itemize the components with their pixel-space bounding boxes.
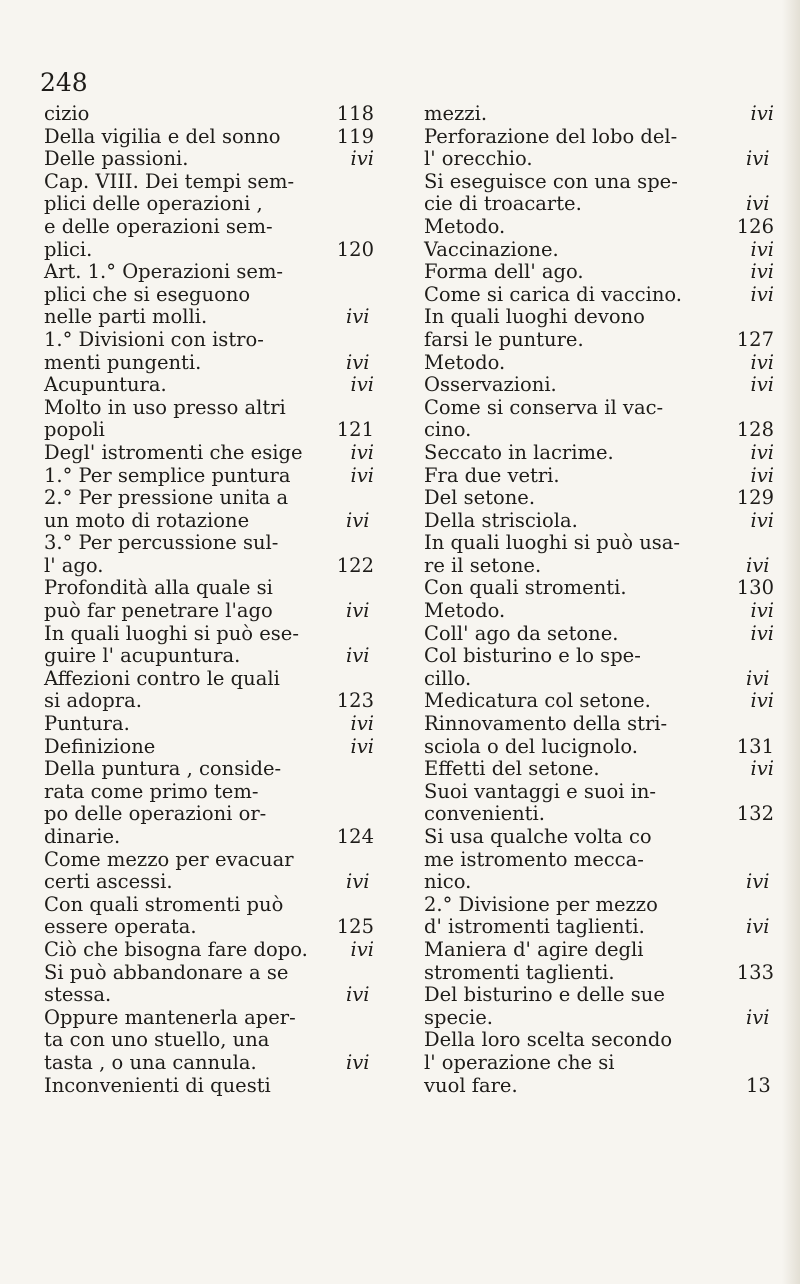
index-entry-line: cillo. xyxy=(424,666,472,690)
index-entry-line: Forma dell' ago. xyxy=(424,260,584,284)
index-entry-line: Col bisturino e lo spe- xyxy=(424,644,641,668)
index-entry xyxy=(424,510,774,533)
index-entry: 2.° Per pressione unita a un moto di rotazione ivi xyxy=(44,487,374,532)
index-entry xyxy=(424,577,774,600)
index-entry xyxy=(424,352,774,375)
page-reference: ivi xyxy=(750,689,774,713)
page-reference: 127 xyxy=(736,327,774,351)
page-reference: ivi xyxy=(750,621,774,645)
index-entry-line: può far penetrare l'ago xyxy=(44,599,273,623)
index-entry-line: Della loro scelta secondo xyxy=(424,1028,673,1052)
page-reference: 126 xyxy=(736,214,774,238)
index-entry-line: nelle parti molli. xyxy=(44,305,208,329)
index-entry xyxy=(44,532,374,577)
index-entry-line: Maniera d' agire degli xyxy=(424,937,644,961)
index-entry xyxy=(44,736,374,759)
index-entry xyxy=(424,374,774,397)
index-entry-line: l' operazione che si xyxy=(424,1050,615,1074)
index-entry-line: cino. xyxy=(424,418,472,442)
index-entry-line: Delle passioni. xyxy=(44,147,189,171)
index-entry-line: guire l' acupuntura. xyxy=(44,644,241,668)
page-reference: 129 xyxy=(736,486,774,510)
index-entry-line: Inconvenienti di questi xyxy=(44,1073,271,1097)
index-entry xyxy=(44,171,374,261)
index-entry: Della loro scelta secondo l' operazione che si vuol fare. 13 xyxy=(424,1029,774,1097)
index-entry-line: me istromento mecca- xyxy=(424,847,644,871)
index-entry-line: si adopra. xyxy=(44,689,142,713)
index-entry: Col bisturino e lo spe- cillo. ivi xyxy=(424,645,774,690)
index-entry-line: Effetti del setone. xyxy=(424,757,600,781)
index-entry-line: convenienti. xyxy=(424,802,545,826)
index-entry-line: Come si conserva il vac- xyxy=(424,395,664,419)
index-entry-line: cizio xyxy=(44,102,90,125)
index-entry-line: farsi le punture. xyxy=(424,327,584,351)
index-entry xyxy=(44,713,374,736)
index-entry-line: l' orecchio. xyxy=(424,147,533,171)
index-entry: Oppure mantenerla aper- ta con uno stuello, una tasta , o una cannula. ivi xyxy=(44,1007,374,1075)
index-entry-line: Medicatura col setone. xyxy=(424,689,651,713)
index-entry-line: Ciò che bisogna fare dopo. xyxy=(44,937,308,961)
index-entry: In quali luoghi si può usa- re il setone. ivi xyxy=(424,532,774,577)
index-entry xyxy=(44,103,374,126)
index-entry-line: l' ago. xyxy=(44,553,104,577)
index-entry: Si eseguisce con una spe- cie di troacarte. ivi xyxy=(424,171,774,216)
index-entry xyxy=(44,1075,374,1098)
page-reference: 125 xyxy=(336,915,374,939)
index-entry xyxy=(424,781,774,826)
index-entry-line: Con quali stromenti. xyxy=(424,576,627,600)
index-entry xyxy=(424,465,774,488)
page-reference: 132 xyxy=(736,802,774,826)
index-entry-line: Oppure mantenerla aper- xyxy=(44,1005,296,1029)
page-reference: ivi xyxy=(350,734,374,758)
index-entry xyxy=(44,758,374,848)
index-entry-line: d' istromenti taglienti. xyxy=(424,915,645,939)
index-entry-line: nico. xyxy=(424,870,472,894)
index-entry-line: Degl' istromenti che esige xyxy=(44,440,303,464)
index-entry xyxy=(44,397,374,442)
index-entry-line: Si può abbandonare a se xyxy=(44,960,289,984)
page-reference: 133 xyxy=(736,960,774,984)
index-entry xyxy=(424,397,774,442)
index-entry: Si può abbandonare a se stessa. ivi xyxy=(44,962,374,1007)
index-entry-line: re il setone. xyxy=(424,553,542,577)
page-reference: ivi xyxy=(750,440,774,464)
page-reference: ivi xyxy=(750,350,774,374)
page-reference: ivi xyxy=(350,373,374,397)
index-entry xyxy=(44,894,374,939)
index-entry-line: Perforazione del lobo del- xyxy=(424,124,678,148)
index-entry-line: Rinnovamento della stri- xyxy=(424,712,668,736)
index-entry-line: popoli xyxy=(44,418,105,442)
index-entry xyxy=(424,758,774,781)
index-entry-line: 1.° Divisioni con istro- xyxy=(44,327,264,351)
index-entry xyxy=(424,487,774,510)
page-reference: 121 xyxy=(336,418,374,442)
index-entry-line: essere operata. xyxy=(44,915,197,939)
index-entry-line: Come mezzo per evacuar xyxy=(44,847,294,871)
index-entry-line: Cap. VIII. Dei tempi sem- xyxy=(44,169,295,193)
page-reference: 122 xyxy=(336,553,374,577)
index-entry xyxy=(424,284,774,307)
index-entry: 1.° Divisioni con istro- menti pungenti. ivi xyxy=(44,329,374,374)
index-entry xyxy=(44,465,374,488)
index-entry xyxy=(424,690,774,713)
index-entry-line: mezzi. xyxy=(424,102,488,125)
index-column-left xyxy=(44,103,374,1097)
index-entry: In quali luoghi si può ese- guire l' acupuntura. ivi xyxy=(44,623,374,668)
index-entry-line: In quali luoghi si può ese- xyxy=(44,621,299,645)
index-entry-line: Suoi vantaggi e suoi in- xyxy=(424,779,657,803)
index-entry-line: menti pungenti. xyxy=(44,350,202,374)
page-reference: 119 xyxy=(336,124,374,148)
index-entry: Art. 1.° Operazioni sem- plici che si eseguono nelle parti molli. ivi xyxy=(44,261,374,329)
index-entry-line: tasta , o una cannula. xyxy=(44,1050,257,1074)
index-entry-line: certi ascessi. xyxy=(44,870,173,894)
index-entry-line: Osservazioni. xyxy=(424,373,557,397)
index-entry-line: Della vigilia e del sonno xyxy=(44,124,281,148)
index-entry-line: Art. 1.° Operazioni sem- xyxy=(44,260,284,284)
page-reference: ivi xyxy=(350,463,374,487)
index-entry: Si usa qualche volta co me istromento mecca- nico. ivi xyxy=(424,826,774,894)
page-reference: 120 xyxy=(336,237,374,261)
page-reference: 118 xyxy=(336,102,374,125)
index-entry-line: Si usa qualche volta co xyxy=(424,825,652,848)
index-entry xyxy=(424,600,774,623)
index-entry-line: stessa. xyxy=(44,983,112,1007)
index-entry-line: Del bisturino e delle sue xyxy=(424,983,665,1007)
index-entry xyxy=(424,623,774,646)
page-reference: ivi xyxy=(750,463,774,487)
index-entry-line: sciola o del lucignolo. xyxy=(424,734,638,758)
index-entry-line: e delle operazioni sem- xyxy=(44,214,273,238)
index-column-right xyxy=(424,103,774,1097)
page-reference: 123 xyxy=(336,689,374,713)
index-entry-line: un moto di rotazione xyxy=(44,508,250,532)
index-entry xyxy=(424,261,774,284)
index-entry-line: cie di troacarte. xyxy=(424,192,582,216)
index-entry-line: specie. xyxy=(424,1005,493,1029)
index-entry xyxy=(424,216,774,239)
page-reference: ivi xyxy=(750,237,774,261)
page-reference: 130 xyxy=(736,576,774,600)
page-reference: ivi xyxy=(350,712,374,736)
page-reference: ivi xyxy=(750,102,774,125)
index-entry-line: ta con uno stuello, una xyxy=(44,1028,270,1052)
index-entry: Perforazione del lobo del- l' orecchio. ivi xyxy=(424,126,774,171)
index-entry xyxy=(44,148,374,171)
index-entry xyxy=(44,668,374,713)
index-entry-line: dinarie. xyxy=(44,825,121,848)
page-edge-shadow xyxy=(782,0,800,1284)
page-reference: ivi xyxy=(750,757,774,781)
index-entry-line: Definizione xyxy=(44,734,156,758)
index-entry-line: plici delle operazioni , xyxy=(44,192,263,216)
index-entry-line: plici che si eseguono xyxy=(44,282,251,306)
index-entry-line: Molto in uso presso altri xyxy=(44,395,286,419)
index-entry-line: Metodo. xyxy=(424,214,506,238)
index-entry-line: 1.° Per semplice puntura xyxy=(44,463,291,487)
index-entry-line: stromenti taglienti. xyxy=(424,960,615,984)
index-entry xyxy=(424,103,774,126)
index-entry-line: 2.° Divisione per mezzo xyxy=(424,892,658,916)
index-entry: 2.° Divisione per mezzo d' istromenti taglienti. ivi xyxy=(424,894,774,939)
page-reference: 131 xyxy=(736,734,774,758)
index-entry-line: vuol fare. xyxy=(424,1073,518,1097)
index-entry-line: Vaccinazione. xyxy=(424,237,559,261)
index-entry xyxy=(424,306,774,351)
index-entry-line: Acupuntura. xyxy=(44,373,167,397)
index-entry-line: po delle operazioni or- xyxy=(44,802,267,826)
index-entry-line: In quali luoghi devono xyxy=(424,305,645,329)
index-entry: Profondità alla quale si può far penetrare l'ago ivi xyxy=(44,577,374,622)
index-entry xyxy=(424,239,774,262)
index-entry xyxy=(424,442,774,465)
index-entry-line: Fra due vetri. xyxy=(424,463,560,487)
index-entry-line: rata come primo tem- xyxy=(44,779,259,803)
index-entry-line: Con quali stromenti può xyxy=(44,892,284,916)
index-entry-line: Coll' ago da setone. xyxy=(424,621,619,645)
page-reference: ivi xyxy=(750,373,774,397)
index-entry xyxy=(44,126,374,149)
page-reference: 124 xyxy=(336,825,374,848)
index-entry-line: Metodo. xyxy=(424,599,506,623)
index-entry-line: In quali luoghi si può usa- xyxy=(424,531,681,555)
index-entry-line: plici. xyxy=(44,237,93,261)
index-entry-line: Metodo. xyxy=(424,350,506,374)
index-entry xyxy=(424,939,774,984)
index-entry-line: Come si carica di vaccino. xyxy=(424,282,682,306)
index-entry xyxy=(424,713,774,758)
index-entry-line: 2.° Per pressione unita a xyxy=(44,486,289,510)
index-entry-line: Seccato in lacrime. xyxy=(424,440,614,464)
page-reference: ivi xyxy=(350,440,374,464)
index-entry-line: Profondità alla quale si xyxy=(44,576,273,600)
index-entry: Come mezzo per evacuar certi ascessi. ivi xyxy=(44,849,374,894)
page-reference: ivi xyxy=(750,282,774,306)
index-entry-line: 3.° Per percussione sul- xyxy=(44,531,279,555)
page-reference: ivi xyxy=(350,147,374,171)
index-entry xyxy=(44,374,374,397)
page-reference: 128 xyxy=(736,418,774,442)
page-reference: ivi xyxy=(350,937,374,961)
page-reference: ivi xyxy=(750,599,774,623)
page-reference: ivi xyxy=(750,508,774,532)
index-entry xyxy=(44,939,374,962)
page-reference: ivi xyxy=(750,260,774,284)
index-entry-line: Della strisciola. xyxy=(424,508,578,532)
page-number: 248 xyxy=(40,68,88,97)
index-entry-line: Affezioni contro le quali xyxy=(44,666,280,690)
index-entry-line: Della puntura , conside- xyxy=(44,757,282,781)
index-entry: Del bisturino e delle sue specie. ivi xyxy=(424,984,774,1029)
index-entry-line: Puntura. xyxy=(44,712,130,736)
index-entry-line: Si eseguisce con una spe- xyxy=(424,169,678,193)
index-entry-line: Del setone. xyxy=(424,486,536,510)
index-entry xyxy=(44,442,374,465)
